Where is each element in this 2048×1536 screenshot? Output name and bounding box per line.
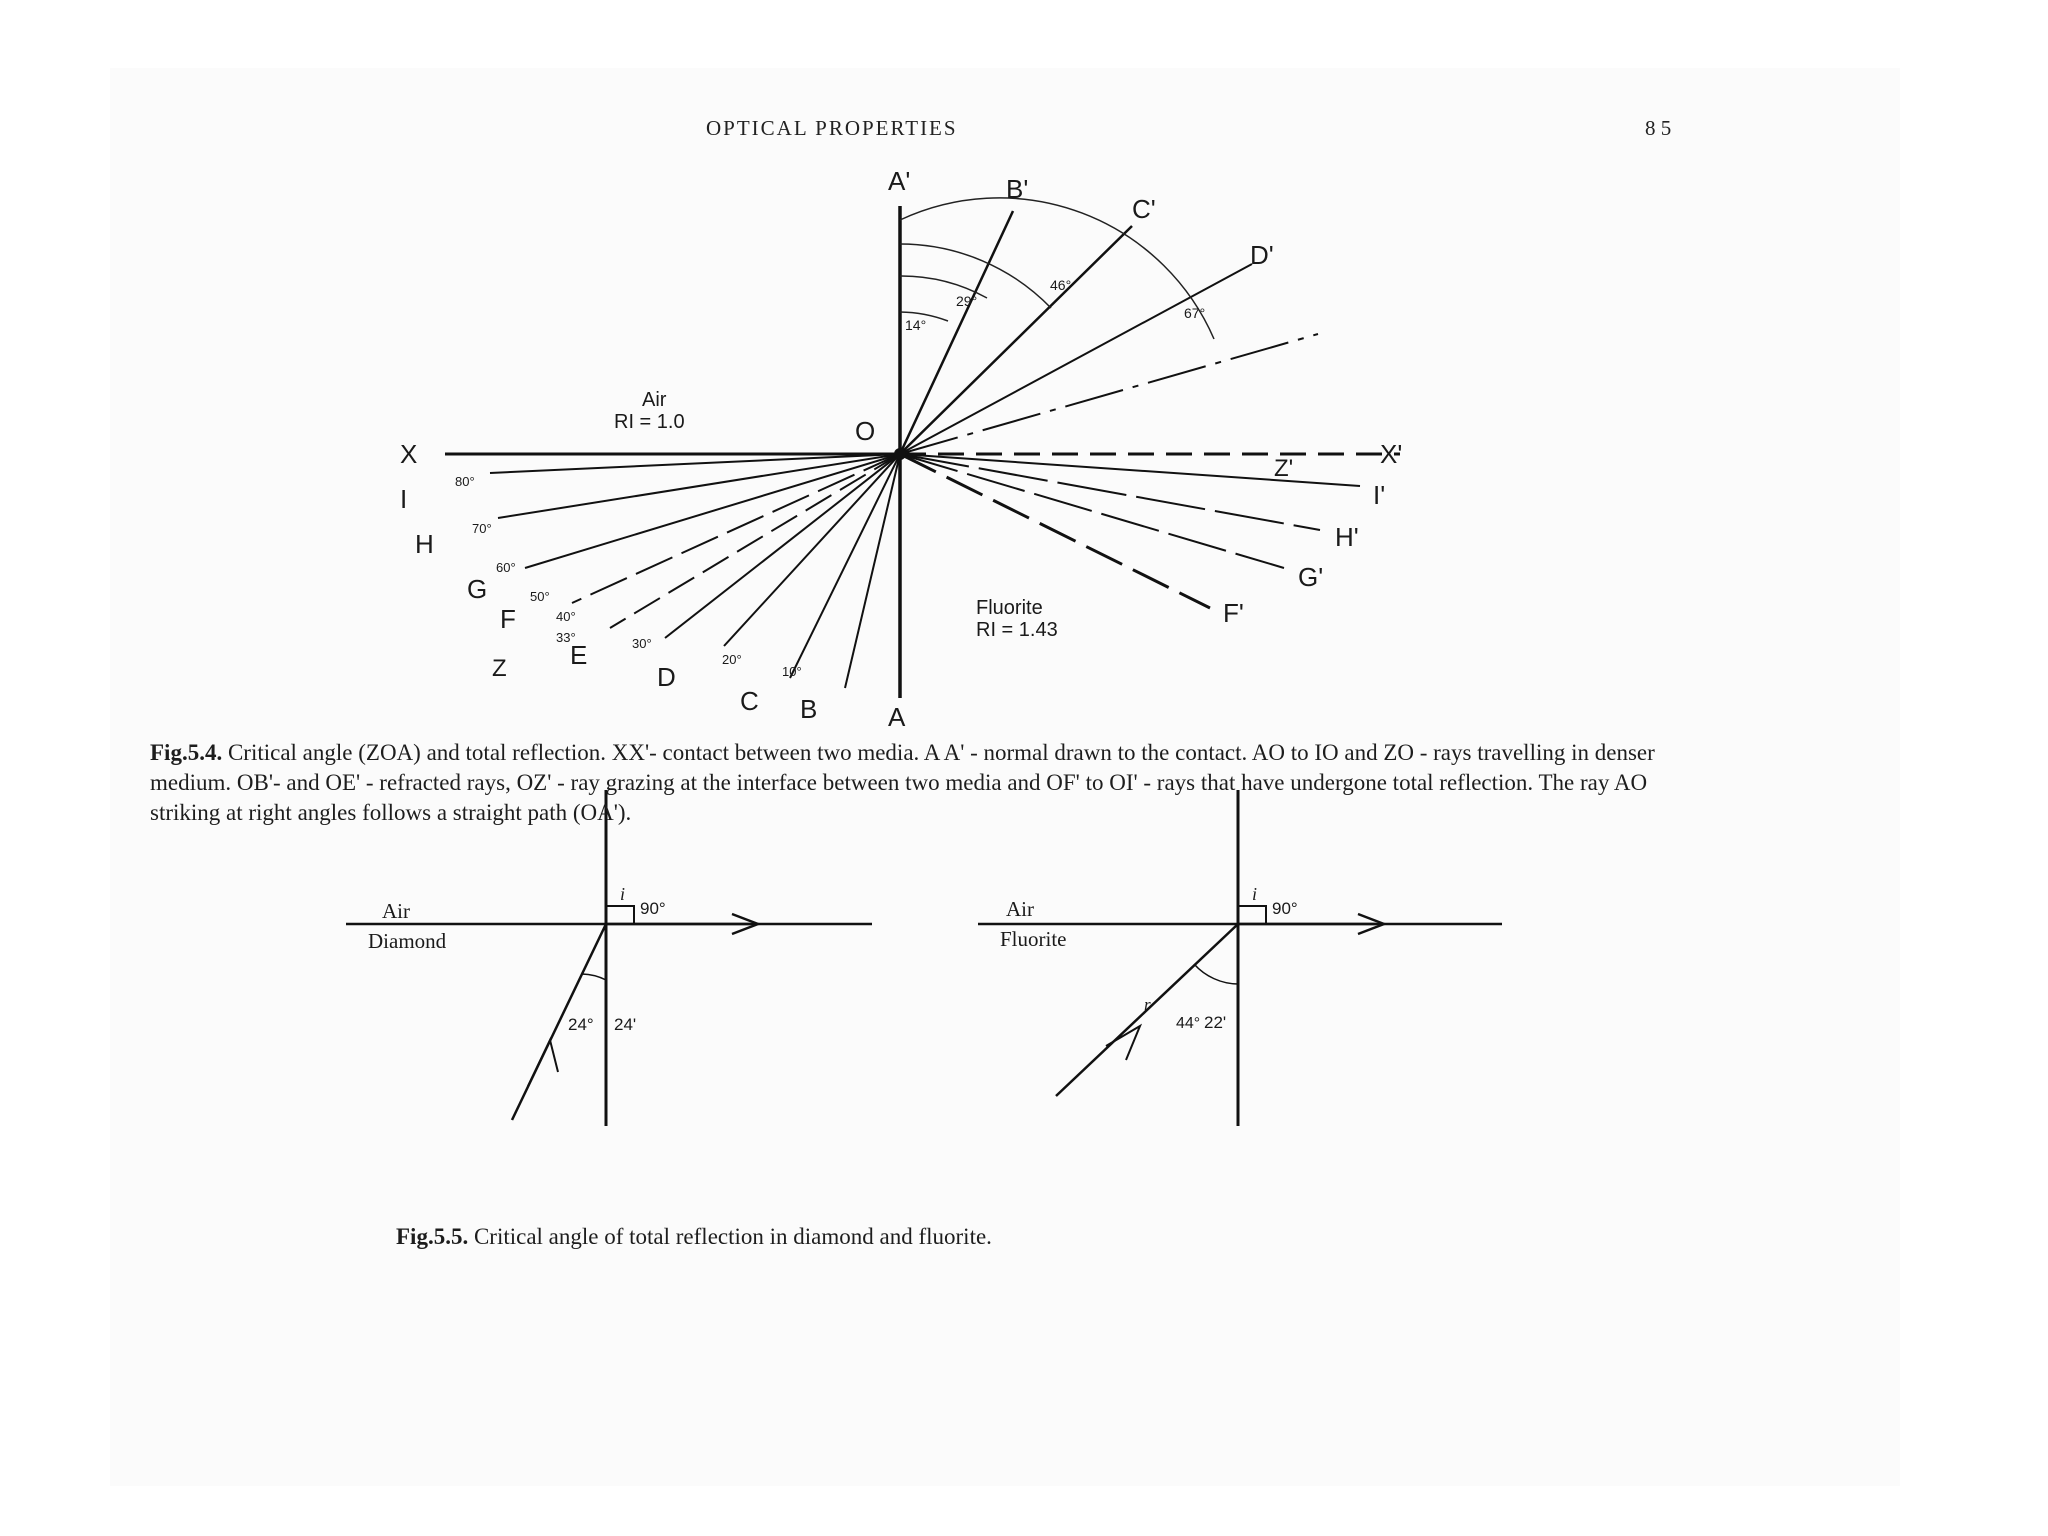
label-B: B xyxy=(800,694,818,724)
ray-EO xyxy=(665,454,900,638)
ray-OD-prime xyxy=(900,264,1252,454)
figure-5-4-caption-text: Critical angle (ZOA) and total reflection. XX'- contact between two media. A A' - normal drawn to the contact. AO to IO and ZO - rays travelling in denser medium. OB'- and OE' - refracted rays, OZ' - ray grazing at the interface between two media and OF' to OI' - rays that have undergone total reflection. The ray AO striking at right angles follows a straight path (OA'). xyxy=(150,740,1655,825)
diamond-i-label: i xyxy=(620,884,626,904)
angle-label-80: 80° xyxy=(455,474,475,489)
figure-5-5-caption-label: Fig.5.5. xyxy=(396,1224,469,1249)
ray-OF-prime xyxy=(900,454,1210,608)
medium-fluorite-name: Fluorite xyxy=(976,597,1043,619)
ray-BO xyxy=(845,454,900,688)
angle-label-70: 70° xyxy=(472,521,492,536)
angle-label-14: 14° xyxy=(905,317,927,333)
angle-label-30: 30° xyxy=(632,636,652,651)
label-B-prime: B' xyxy=(1006,174,1029,204)
fluorite-90-label: 90° xyxy=(1272,899,1298,918)
label-G: G xyxy=(467,574,488,604)
diamond-right-angle-mark xyxy=(606,906,634,924)
diamond-90-label: 90° xyxy=(640,899,666,918)
figure-5-5-fluorite xyxy=(978,790,1502,1126)
angle-label-40: 40° xyxy=(556,609,576,624)
diamond-upper-medium: Air xyxy=(382,899,410,923)
label-C: C xyxy=(740,686,759,716)
fluorite-22-min: 22' xyxy=(1204,1013,1227,1032)
medium-fluorite-ri: RI = 1.43 xyxy=(976,619,1058,641)
angle-label-67: 67° xyxy=(1184,305,1206,321)
angle-label-10: 10° xyxy=(782,664,802,679)
figure-5-4-caption-label: Fig.5.4. xyxy=(150,740,223,765)
label-F: F xyxy=(500,604,516,634)
running-header: OPTICAL PROPERTIES xyxy=(706,116,958,140)
label-F-prime: F' xyxy=(1223,598,1244,628)
label-I-prime: I' xyxy=(1373,480,1386,510)
diamond-angle-arc xyxy=(582,974,606,980)
label-X-prime: X' xyxy=(1380,439,1403,469)
angle-label-46: 46° xyxy=(1050,277,1072,293)
fluorite-lower-medium: Fluorite xyxy=(1000,927,1067,951)
diamond-lower-medium: Diamond xyxy=(368,929,447,953)
figure-5-5-caption xyxy=(396,1222,1696,1252)
angle-label-29: 29° xyxy=(956,293,978,309)
diamond-24-deg: 24° xyxy=(568,1015,594,1034)
label-X: X xyxy=(400,439,418,469)
label-G-prime: G' xyxy=(1298,562,1324,592)
label-C-prime: C' xyxy=(1132,194,1156,224)
label-H-prime: H' xyxy=(1335,522,1359,552)
label-Z: Z xyxy=(492,655,507,682)
label-D-prime: D' xyxy=(1250,240,1274,270)
label-A: A xyxy=(888,702,906,732)
ray-OH-prime xyxy=(900,454,1320,530)
label-A-prime: A' xyxy=(888,166,911,196)
angle-label-60: 60° xyxy=(496,560,516,575)
scanned-page xyxy=(110,68,1900,1486)
fluorite-angle-arc xyxy=(1194,964,1238,984)
ray-DO xyxy=(724,454,900,646)
angle-label-20: 20° xyxy=(722,652,742,667)
medium-air-ri: RI = 1.0 xyxy=(614,411,685,433)
fluorite-i-label: i xyxy=(1252,884,1258,904)
diamond-24-min: 24' xyxy=(614,1015,637,1034)
figure-5-4-caption xyxy=(150,738,1720,828)
medium-air-name: Air xyxy=(642,389,667,411)
label-Z-prime: Z' xyxy=(1274,455,1294,482)
label-O: O xyxy=(855,416,876,446)
arc-67 xyxy=(900,198,1214,339)
ray-FO xyxy=(572,454,900,603)
fluorite-right-angle-mark xyxy=(1238,906,1266,924)
ray-GO xyxy=(525,454,900,568)
page-number: 8 5 xyxy=(1645,116,1672,140)
fluorite-r-label: r xyxy=(1144,995,1151,1014)
fluorite-44-deg: 44° xyxy=(1176,1015,1201,1032)
label-D: D xyxy=(657,662,676,692)
figure-5-5-caption-text: Critical angle of total reflection in diamond and fluorite. xyxy=(473,1224,992,1249)
fluorite-upper-medium: Air xyxy=(1006,897,1034,921)
origin-point xyxy=(894,448,906,460)
angle-label-33: 33° xyxy=(556,630,576,645)
figure-5-5-diamond xyxy=(346,790,872,1126)
label-E: E xyxy=(570,640,588,670)
angle-label-50: 50° xyxy=(530,589,550,604)
label-H: H xyxy=(415,529,434,559)
label-I: I xyxy=(400,484,408,514)
